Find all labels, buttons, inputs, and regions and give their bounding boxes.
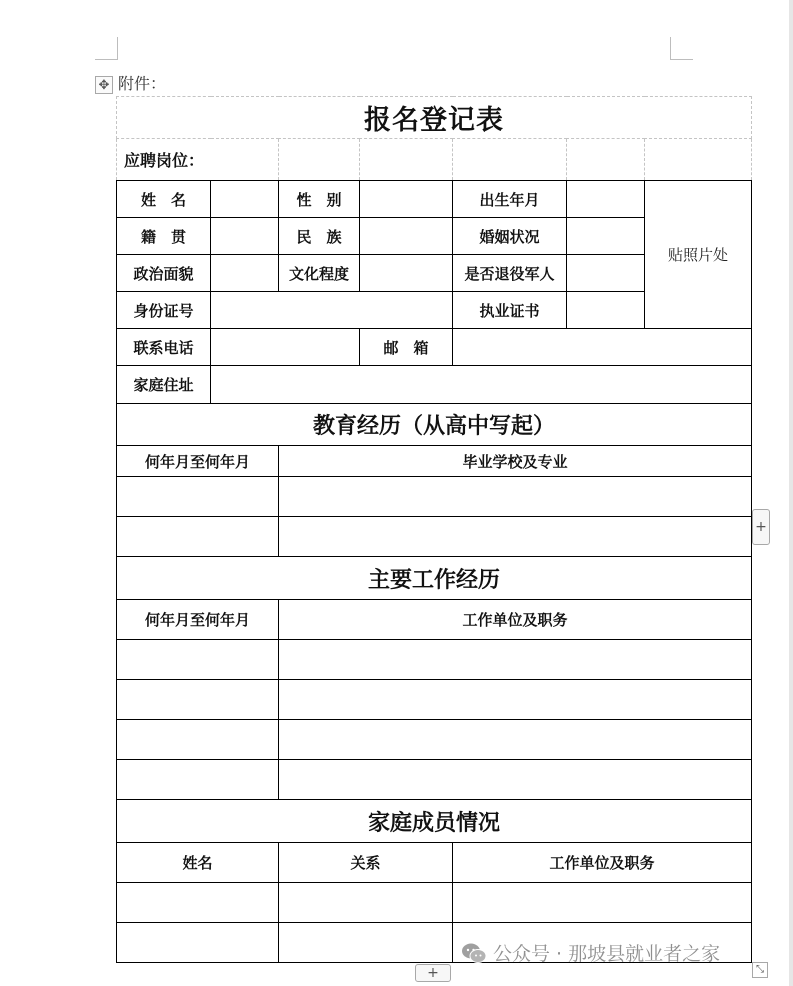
family-title-row: [117, 800, 752, 843]
family-col-relation: 关系: [279, 843, 453, 883]
birth-field[interactable]: [567, 181, 645, 218]
family-entry-row: [117, 883, 752, 923]
work-period-field[interactable]: [117, 760, 279, 800]
resize-handle-icon[interactable]: ⤡: [752, 962, 768, 978]
family-section-title: 家庭成员情况: [117, 800, 752, 843]
work-col-period: 何年月至何年月: [117, 600, 279, 640]
education-entry-row: [117, 517, 752, 557]
attachment-label: 附件：: [118, 74, 167, 93]
work-entry-row: [117, 720, 752, 760]
watermark-text: 公众号 · 那坡县就业者之家: [493, 943, 721, 965]
license-label: 执业证书: [453, 292, 567, 329]
gender-field[interactable]: [360, 181, 453, 218]
work-period-field[interactable]: [117, 680, 279, 720]
add-column-button[interactable]: +: [752, 509, 770, 545]
work-entry-row: [117, 640, 752, 680]
table-move-icon[interactable]: ✥: [95, 76, 113, 94]
email-label: 邮 箱: [360, 329, 453, 366]
phone-field[interactable]: [211, 329, 360, 366]
native-label: 籍 贯: [117, 218, 211, 255]
id-number-field[interactable]: [211, 292, 453, 329]
position-field-2[interactable]: [360, 139, 453, 181]
family-col-employer: 工作单位及职务: [453, 843, 752, 883]
phone-label: 联系电话: [117, 329, 211, 366]
education-title-row: [117, 404, 752, 446]
crop-mark-top-left: [95, 37, 118, 60]
work-header-row: [117, 600, 752, 640]
education-period-field[interactable]: [117, 477, 279, 517]
form-title: 报名登记表: [117, 97, 752, 139]
family-header-row: [117, 843, 752, 883]
work-employer-field[interactable]: [279, 760, 752, 800]
position-label: 应聘岗位：: [117, 139, 279, 181]
position-field[interactable]: [279, 139, 360, 181]
veteran-label: 是否退役军人: [453, 255, 567, 292]
native-field[interactable]: [211, 218, 279, 255]
family-relation-field[interactable]: [279, 883, 453, 923]
work-section-title: 主要工作经历: [117, 557, 752, 600]
position-field-4[interactable]: [567, 139, 645, 181]
work-employer-field[interactable]: [279, 720, 752, 760]
address-label: 家庭住址: [117, 366, 211, 404]
education-header-row: [117, 446, 752, 477]
work-period-field[interactable]: [117, 640, 279, 680]
work-employer-field[interactable]: [279, 680, 752, 720]
work-employer-field[interactable]: [279, 640, 752, 680]
education-school-field[interactable]: [279, 517, 752, 557]
ethnicity-label: 民 族: [279, 218, 360, 255]
address-field[interactable]: [211, 366, 752, 404]
ethnicity-field[interactable]: [360, 218, 453, 255]
registration-form-table: [116, 96, 752, 963]
family-name-field[interactable]: [117, 883, 279, 923]
wechat-icon: [461, 942, 487, 964]
work-title-row: [117, 557, 752, 600]
contact-row: [117, 329, 752, 366]
education-period-field[interactable]: [117, 517, 279, 557]
position-field-5[interactable]: [645, 139, 752, 181]
watermark: [461, 939, 720, 966]
birth-label: 出生年月: [453, 181, 567, 218]
family-col-name: 姓名: [117, 843, 279, 883]
education-entry-row: [117, 477, 752, 517]
education-level-label: 文化程度: [279, 255, 360, 292]
photo-placeholder[interactable]: 贴照片处: [645, 181, 752, 329]
position-row: [117, 139, 752, 181]
work-entry-row: [117, 760, 752, 800]
license-field[interactable]: [567, 292, 645, 329]
add-row-button[interactable]: +: [415, 964, 451, 982]
title-row: [117, 97, 752, 139]
work-col-employer: 工作单位及职务: [279, 600, 752, 640]
marital-field[interactable]: [567, 218, 645, 255]
gender-label: 性 别: [279, 181, 360, 218]
education-col-period: 何年月至何年月: [117, 446, 279, 477]
id-number-label: 身份证号: [117, 292, 211, 329]
education-school-field[interactable]: [279, 477, 752, 517]
name-field[interactable]: [211, 181, 279, 218]
family-employer-field[interactable]: [453, 883, 752, 923]
education-section-title: 教育经历（从高中写起）: [117, 404, 752, 446]
personal-row-1: [117, 181, 752, 218]
work-entry-row: [117, 680, 752, 720]
education-level-field[interactable]: [360, 255, 453, 292]
work-period-field[interactable]: [117, 720, 279, 760]
crop-mark-top-right: [670, 37, 693, 60]
political-label: 政治面貌: [117, 255, 211, 292]
position-field-3[interactable]: [453, 139, 567, 181]
marital-label: 婚姻状况: [453, 218, 567, 255]
family-relation-field[interactable]: [279, 923, 453, 963]
name-label: 姓 名: [117, 181, 211, 218]
veteran-field[interactable]: [567, 255, 645, 292]
page-gutter: [789, 0, 793, 986]
political-field[interactable]: [211, 255, 279, 292]
education-col-school: 毕业学校及专业: [279, 446, 752, 477]
address-row: [117, 366, 752, 404]
email-field[interactable]: [453, 329, 752, 366]
family-name-field[interactable]: [117, 923, 279, 963]
